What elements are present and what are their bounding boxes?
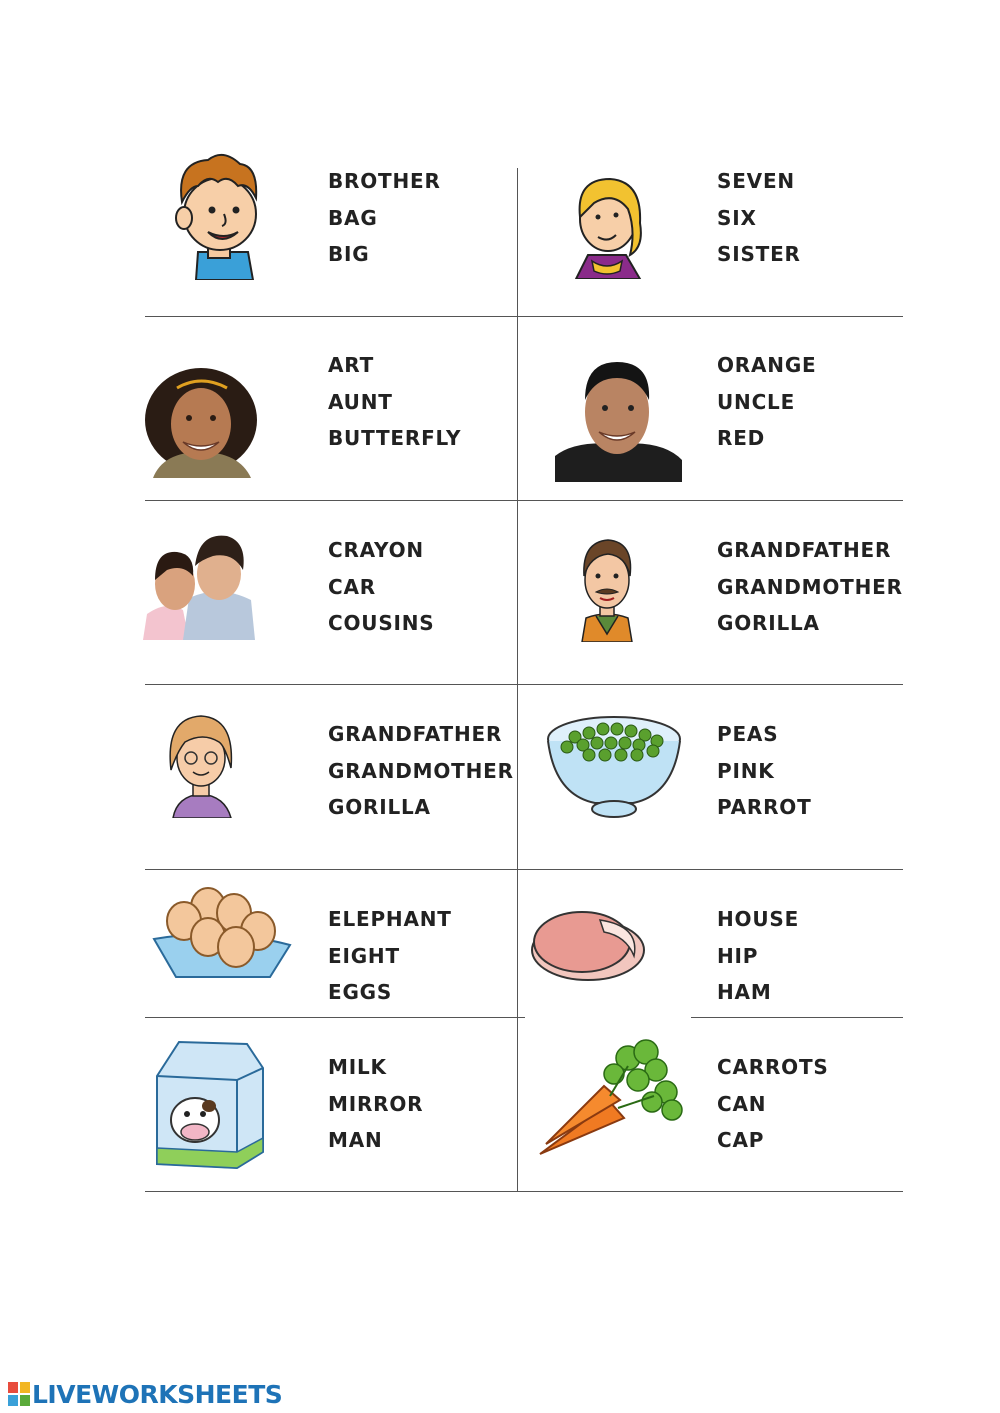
word-option[interactable]: CAN [717,1091,767,1116]
word-option[interactable]: EGGS [328,980,393,1004]
word-option[interactable]: BIG [328,242,370,266]
word-option[interactable]: MILK [328,1055,387,1079]
row-divider-1 [145,316,903,317]
word-list-10 [717,908,799,1018]
word-option[interactable]: CARROTS [717,1055,829,1079]
word-option[interactable]: GRANDMOTHER [717,574,903,599]
word-list-4 [717,354,817,464]
row-divider-4 [145,869,903,870]
word-option[interactable]: COUSINS [328,611,435,635]
word-option[interactable]: CAP [717,1128,765,1152]
ham-picture [530,906,646,984]
word-option[interactable]: EIGHT [328,943,400,968]
row-divider-6 [145,1191,903,1192]
logo-text: LIVEWORKSHEETS [32,1379,283,1409]
grandfather-picture [578,536,636,642]
word-option[interactable]: SIX [717,205,757,230]
word-list-2 [717,170,801,280]
word-option[interactable]: RED [717,426,766,450]
row-divider-2 [145,500,903,501]
word-list-11 [328,1056,423,1166]
word-option[interactable]: GRANDMOTHER [328,758,514,783]
girl-picture [570,175,645,279]
word-option[interactable]: PARROT [717,795,812,819]
word-option[interactable]: MAN [328,1128,383,1152]
liveworksheets-logo-icon [8,1382,30,1406]
word-list-7 [328,723,514,833]
word-option[interactable]: GRANDFATHER [717,538,892,562]
word-option[interactable]: AUNT [328,389,393,414]
word-option[interactable]: ART [328,353,375,377]
word-option[interactable]: BAG [328,205,378,230]
word-option[interactable]: ELEPHANT [328,907,452,931]
word-option[interactable]: GORILLA [717,611,820,635]
word-option[interactable]: SISTER [717,242,801,266]
word-option[interactable]: PINK [717,758,775,783]
uncle-photo [555,356,682,482]
word-list-12 [717,1056,829,1166]
word-list-9 [328,908,452,1018]
word-option[interactable]: HIP [717,943,759,968]
word-option[interactable]: GRANDFATHER [328,722,503,746]
word-list-8 [717,723,812,833]
peas-bowl-picture [545,715,683,819]
word-option[interactable]: SEVEN [717,169,795,193]
word-option[interactable]: BUTTERFLY [328,426,462,450]
word-option[interactable]: BROTHER [328,169,441,193]
word-option[interactable]: HOUSE [717,907,800,931]
word-option[interactable]: CAR [328,574,376,599]
word-option[interactable]: UNCLE [717,389,796,414]
milk-carton-picture [153,1040,266,1170]
boy-picture [168,152,263,280]
liveworksheets-logo[interactable] [8,1380,282,1408]
word-list-1 [328,170,441,280]
word-list-3 [328,354,461,464]
word-list-5 [328,539,435,649]
eggs-carton-picture [152,887,292,984]
word-option[interactable]: MIRROR [328,1091,424,1116]
word-option[interactable]: GORILLA [328,795,431,819]
grandmother-picture [163,712,239,818]
word-option[interactable]: PEAS [717,722,779,746]
word-list-6 [717,539,903,649]
aunt-photo [143,366,260,478]
center-divider [517,168,518,1192]
word-option[interactable]: CRAYON [328,538,424,562]
word-option[interactable]: HAM [717,980,772,1004]
cousins-photo [143,530,258,640]
carrots-picture [538,1036,686,1158]
row-divider-3 [145,684,903,685]
word-option[interactable]: ORANGE [717,353,817,377]
